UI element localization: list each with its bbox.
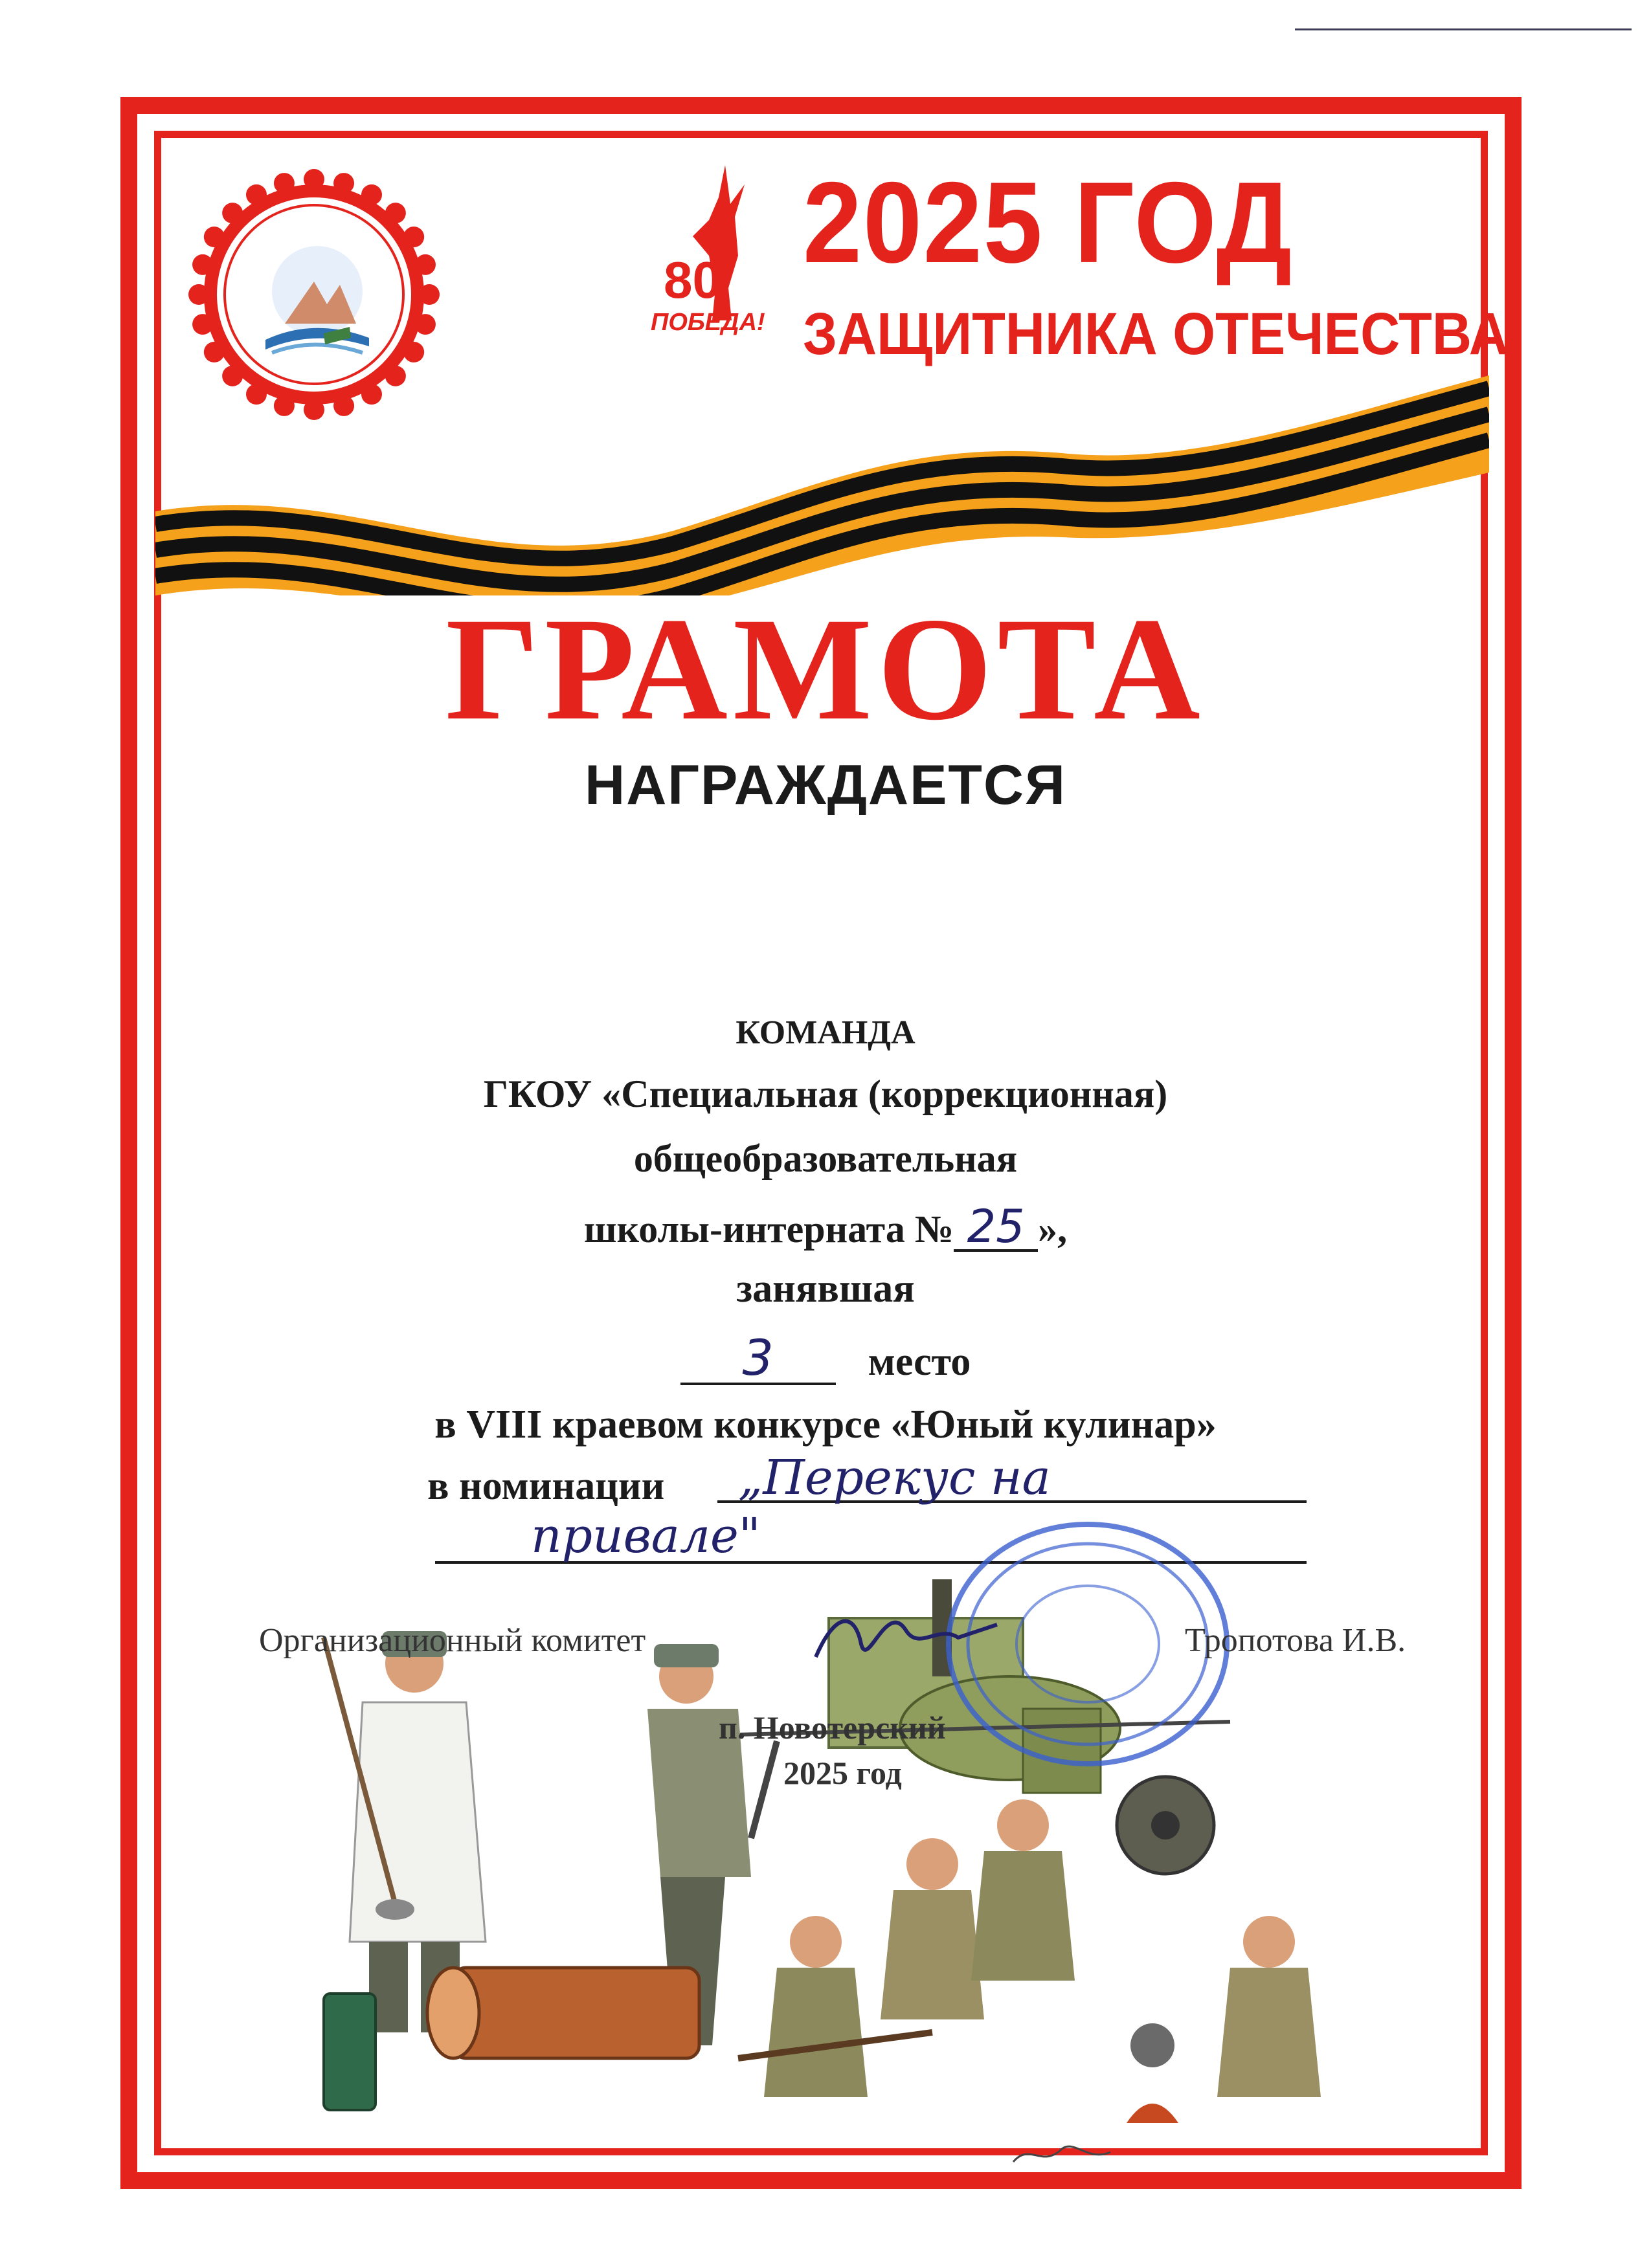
- logo-tooth: [333, 173, 354, 194]
- st-george-ribbon: [155, 350, 1489, 595]
- logo-tooth: [415, 254, 436, 275]
- place-row: [0, 1329, 1651, 1386]
- school-number: 25: [954, 1204, 1038, 1252]
- nomination-handwritten-1: „Перекус на: [738, 1450, 1051, 1506]
- logo-tooth: [403, 227, 424, 247]
- year-title: 2025 ГОД: [803, 158, 1294, 287]
- motherland-statue-icon: [647, 159, 777, 372]
- contest-line: в VIII краевом конкурсе «Юный кулинар»: [434, 1403, 1217, 1447]
- school-name-line-3: [0, 1200, 1651, 1253]
- log-icon: [427, 1968, 699, 2058]
- place-value: 3: [680, 1333, 836, 1385]
- artist-signature: [1010, 2136, 1114, 2175]
- place-label: место: [868, 1340, 971, 1384]
- logo-tooth: [419, 284, 440, 305]
- logo-tooth: [188, 284, 209, 305]
- document-title: ГРАМОТА: [445, 588, 1206, 751]
- emblem-text: ПОБЕДА!: [651, 309, 765, 336]
- logo-tooth: [192, 254, 213, 275]
- occupied-label: занявшая: [736, 1267, 915, 1311]
- school-line-3-prefix: школы-интерната №: [583, 1208, 954, 1251]
- logo-tooth: [361, 184, 382, 205]
- year-label: 2025 год: [783, 1755, 902, 1791]
- logo-tooth: [222, 203, 243, 223]
- nomination-handwritten-2: привале": [531, 1508, 761, 1564]
- logo-tooth: [246, 184, 267, 205]
- nomination-label: в номинации: [427, 1464, 665, 1508]
- place-label: п. Новотерский: [719, 1709, 946, 1746]
- organizer-label: Организационный комитет: [259, 1622, 646, 1659]
- signer-name: Тропотова И.В.: [1185, 1622, 1406, 1659]
- scan-artifact-line: [1295, 28, 1632, 30]
- soldiers-group: [738, 1799, 1321, 2123]
- logo-tooth: [204, 227, 225, 247]
- year-subtitle: ЗАЩИТНИКА ОТЕЧЕСТВА: [803, 301, 1509, 367]
- logo-tooth: [304, 169, 324, 190]
- logo-tooth: [415, 314, 436, 335]
- school-line-3-suffix: »,: [1038, 1208, 1068, 1251]
- handwritten-signature: [809, 1586, 1004, 1676]
- logo-tooth: [192, 314, 213, 335]
- school-name-line-1: ГКОУ «Специальная (коррекционная): [483, 1073, 1168, 1115]
- logo-tooth: [274, 173, 295, 194]
- emblem-number: 80: [664, 251, 721, 309]
- awarded-heading: НАГРАЖДАЕТСЯ: [585, 754, 1066, 816]
- logo-tooth: [385, 203, 406, 223]
- school-name-line-2: общеобразовательная: [633, 1137, 1018, 1180]
- team-label: КОМАНДА: [736, 1014, 915, 1051]
